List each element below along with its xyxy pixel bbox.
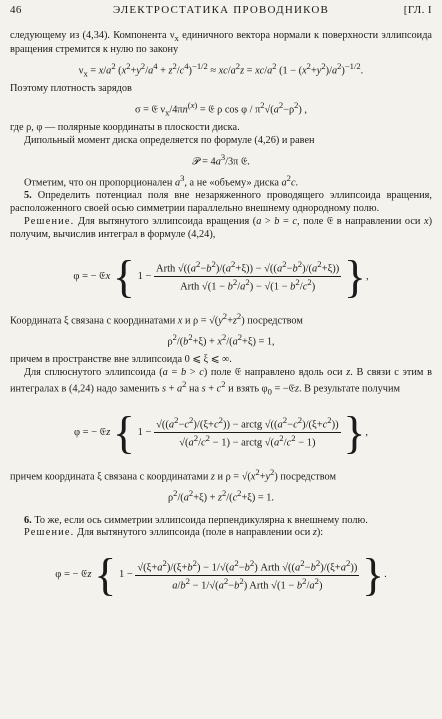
paragraph: Координата ξ связана с координатами x и $\rho = √(y^2+z^2)$ посредством	[10, 311, 303, 327]
fraction	[154, 259, 341, 293]
solution-label: Решение.	[24, 527, 75, 539]
paragraph: Отметим, что он пропорционален $a^3$, а не «объему» диска $a^2c$.	[24, 172, 299, 189]
running-header	[10, 4, 432, 18]
equation-perpendicular-potential: φ = − 𝔈z { 1 − $\frac{√(\xi+a^2)/(\xi+b^2) - 1/√(a^2-b^2) Arth √((a^2-b^2)/(\xi+a^2))}{a/b^2 - 1/√(a^2-b^2) Arth √(1 - b^2/a^2)}$ }.	[55, 549, 387, 601]
equation-prolate-potential: φ = − 𝔈x { 1 − $\frac{Arth √((a^2-b^2)/(a^2+\xi)) - √((a^2-b^2)/(a^2+\xi))}{Arth √(1 - b^2/a^2) - √(1 - b^2/c^2)}$ },	[73, 250, 369, 302]
page-number: 46	[10, 4, 22, 16]
left-brace: {	[112, 250, 135, 302]
paragraph: Для сплюснутого эллипсоида (a = b > c) поле 𝔈 направлено вдоль оси z. В связи с этим в интегралах в (4,24) надо заменить $s + a^2$ на $s + c^2$ и взять $\varphi_0$ = −𝔈z. В результате получим	[10, 366, 432, 397]
fraction-denominator: Arth $√(1 - b^2/a^2) - √(1 - b^2/c^2)$	[180, 276, 316, 293]
running-title: ЭЛЕКТРОСТАТИКА ПРОВОДНИКОВ	[112, 4, 330, 16]
right-brace: }	[343, 250, 366, 302]
paragraph: Дипольный момент диска определяется по формуле (4,26) и равен	[24, 134, 315, 146]
problem-statement: Определить потенциал поля вне незаряженного проводящего эллипсоида вращения, расположенного своей осью симметрии параллельно внешнему однородному полю.	[10, 190, 432, 214]
equation-normal-component: $\nu_x = x/a^2$ $(x^2+y^2/a^4 + z^2/c^4)^{-1/2} \approx xc/a^2z = xc/a^2$ $(1 - (x^2+y^2)/a^2)^{-1/2}$.	[78, 60, 364, 79]
fraction	[135, 558, 359, 592]
fraction-denominator: $√(a^2/c^2 - 1)$ − arctg $√(a^2/c^2 - 1)$	[179, 432, 316, 449]
equation-xi-oblate: $\rho^2/(a^2+\xi) + z^2/(c^2+\xi) = 1$.	[168, 488, 274, 504]
paragraph: причем координата ξ связана с координатами z и $\rho = √(x^2+y^2)$ посредством	[10, 467, 336, 483]
fraction-numerator: $√(\xi+a^2)/(\xi+b^2) - 1/√(a^2-b^2)$ Arth $√((a^2-b^2)/(\xi+a^2))$	[135, 558, 359, 576]
equation-lhs: φ = − 𝔈z	[55, 569, 92, 581]
left-brace: {	[94, 549, 117, 601]
chapter-marker: [ГЛ. I	[403, 4, 432, 16]
equation-lhs: φ = − 𝔈x	[73, 270, 111, 282]
equation-oblate-potential: φ = − 𝔈z { 1 − $\frac{√((a^2-c^2)/(\xi+c^2)) - arctg √((a^2-c^2)/(\xi+c^2))}{√(a^2/c^2 - 1) - arctg √(a^2/c^2 - 1)}$ },	[73, 406, 369, 458]
paragraph: причем в пространстве вне эллипсоида 0 ⩽ ξ ⩽ ∞.	[10, 353, 232, 365]
solution-text: Для вытянутого эллипсоида (поле в направлении оси z):	[77, 527, 324, 539]
equation-dipole-moment: 𝒫 = $4a^3/3\pi$ 𝔈.	[192, 151, 250, 167]
problem-number: 6.	[24, 514, 32, 526]
right-brace: }	[361, 549, 385, 601]
fraction	[154, 415, 341, 449]
solution-text: Для вытянутого эллипсоида вращения (a > b = c, поле 𝔈 в направлении оси x) получим, вычислив интеграл в формуле (4,24),	[10, 215, 433, 240]
equation-lhs: φ = − 𝔈z	[73, 426, 111, 438]
page-body	[10, 30, 432, 610]
paragraph: Поэтому плотность зарядов	[10, 82, 132, 94]
fraction-denominator: $a/b^2 - 1/√(a^2-b^2)$ Arth $√(1 - b^2/a^2)$	[172, 575, 323, 592]
problem-5	[10, 190, 432, 216]
problem-number: 5.	[24, 190, 32, 202]
solution-label: Решение.	[24, 215, 75, 227]
problem-statement: То же, если ось симметрии эллипсоида перпендикулярна к внешнему полю.	[34, 514, 368, 526]
fraction-numerator: Arth $√((a^2-b^2)/(a^2+\xi)) - √((a^2-b^2)/(a^2+\xi))$	[154, 259, 341, 277]
paragraph: где ρ, φ — полярные координаты в плоскости диска.	[10, 121, 240, 133]
solution-paragraph	[10, 216, 432, 242]
equation-charge-density: σ = 𝔈 $\nu_x/4\pi n^{(x)}$ = 𝔈 ρ $\cos \varphi / \pi^2√(a^2-\rho^2)$ ,	[135, 99, 307, 118]
fraction-numerator: $√((a^2-c^2)/(\xi+c^2))$ − arctg $√((a^2-c^2)/(\xi+c^2))$	[154, 415, 341, 433]
right-brace: }	[343, 406, 366, 458]
paragraph: следующему из (4,34). Компонента $\nu_x$ единичного вектора нормали к поверхности эллипсоида вращения стремится к нулю по закону	[10, 30, 432, 55]
left-brace: {	[112, 406, 136, 458]
problem-6	[10, 515, 432, 528]
solution-paragraph	[10, 527, 432, 540]
equation-xi-prolate: $\rho^2/(b^2+\xi) + x^2/(a^2+\xi) = 1$,	[167, 332, 275, 348]
